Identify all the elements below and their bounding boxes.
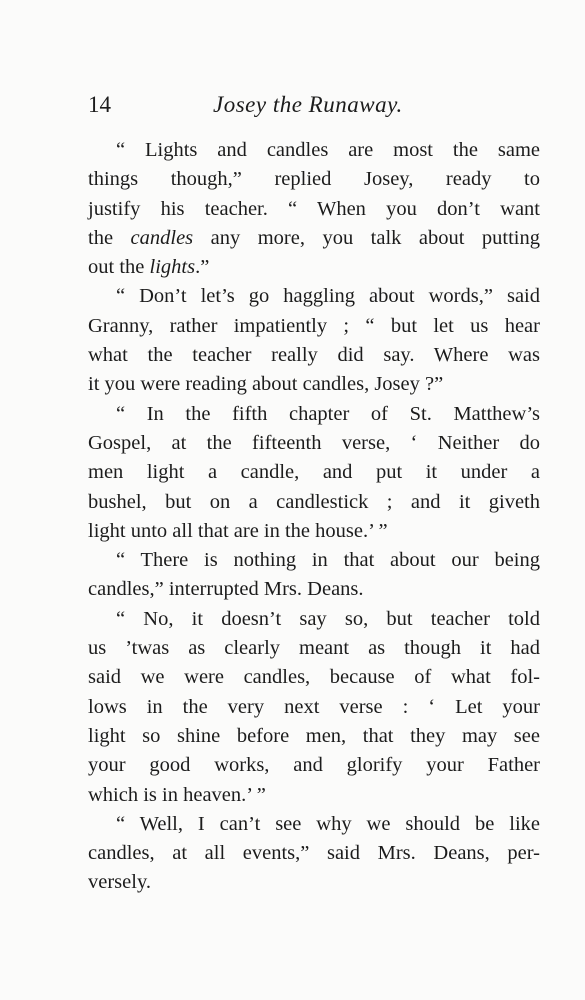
text-line: said we were candles, because of what fol- bbox=[88, 666, 540, 689]
body-text bbox=[88, 136, 540, 898]
text-line: the candles any more, you talk about putting bbox=[88, 226, 541, 249]
paragraph bbox=[88, 282, 540, 399]
text-line: light so shine before men, that they may see bbox=[88, 724, 540, 747]
text-line: out the lights.” bbox=[88, 256, 210, 279]
text-line: what the teacher really did say. Where was bbox=[88, 344, 540, 367]
paragraph bbox=[88, 400, 540, 546]
text-line: “ No, it doesn’t say so, but teacher told bbox=[116, 607, 540, 630]
page-header bbox=[88, 90, 538, 124]
text-line: “ Lights and candles are most the same bbox=[116, 139, 540, 161]
paragraph bbox=[88, 605, 540, 810]
text-line: candles, at all events,” said Mrs. Deans, per- bbox=[88, 842, 540, 865]
text-line: light unto all that are in the house.’ ” bbox=[88, 519, 388, 542]
text-line: lows in the very next verse : ‘ Let your bbox=[88, 695, 540, 718]
text-line: it you were reading about candles, Josey ?” bbox=[88, 373, 444, 396]
text-line: justify his teacher. “ When you don’t want bbox=[88, 197, 540, 220]
text-line: which is in heaven.’ ” bbox=[88, 783, 266, 806]
text-line: Granny, rather impatiently ; “ but let us hear bbox=[88, 314, 540, 337]
text-line: bushel, but on a candlestick ; and it giveth bbox=[88, 490, 540, 513]
text-line: men light a candle, and put it under a bbox=[88, 461, 540, 484]
text-line: “ Don’t let’s go haggling about words,” said bbox=[116, 285, 540, 308]
page-number: 14 bbox=[88, 92, 111, 117]
paragraph bbox=[88, 136, 540, 282]
text-line: versely. bbox=[88, 871, 151, 894]
text-line: us ’twas as clearly meant as though it had bbox=[88, 637, 540, 660]
text-line: candles,” interrupted Mrs. Deans. bbox=[88, 578, 364, 601]
text-line: “ There is nothing in that about our being bbox=[116, 549, 540, 572]
text-line: “ Well, I can’t see why we should be like bbox=[116, 812, 540, 835]
text-line: “ In the fifth chapter of St. Matthew’s bbox=[116, 402, 540, 425]
paragraph bbox=[88, 546, 540, 605]
italic-word: candles bbox=[130, 226, 194, 249]
text-line: your good works, and glorify your Father bbox=[88, 754, 540, 777]
text-line: things though,” replied Josey, ready to bbox=[88, 168, 540, 191]
running-title: Josey the Runaway. bbox=[213, 92, 403, 117]
italic-word: lights bbox=[149, 256, 196, 279]
text-line: Gospel, at the fifteenth verse, ‘ Neither do bbox=[88, 431, 540, 454]
paragraph bbox=[88, 810, 540, 898]
